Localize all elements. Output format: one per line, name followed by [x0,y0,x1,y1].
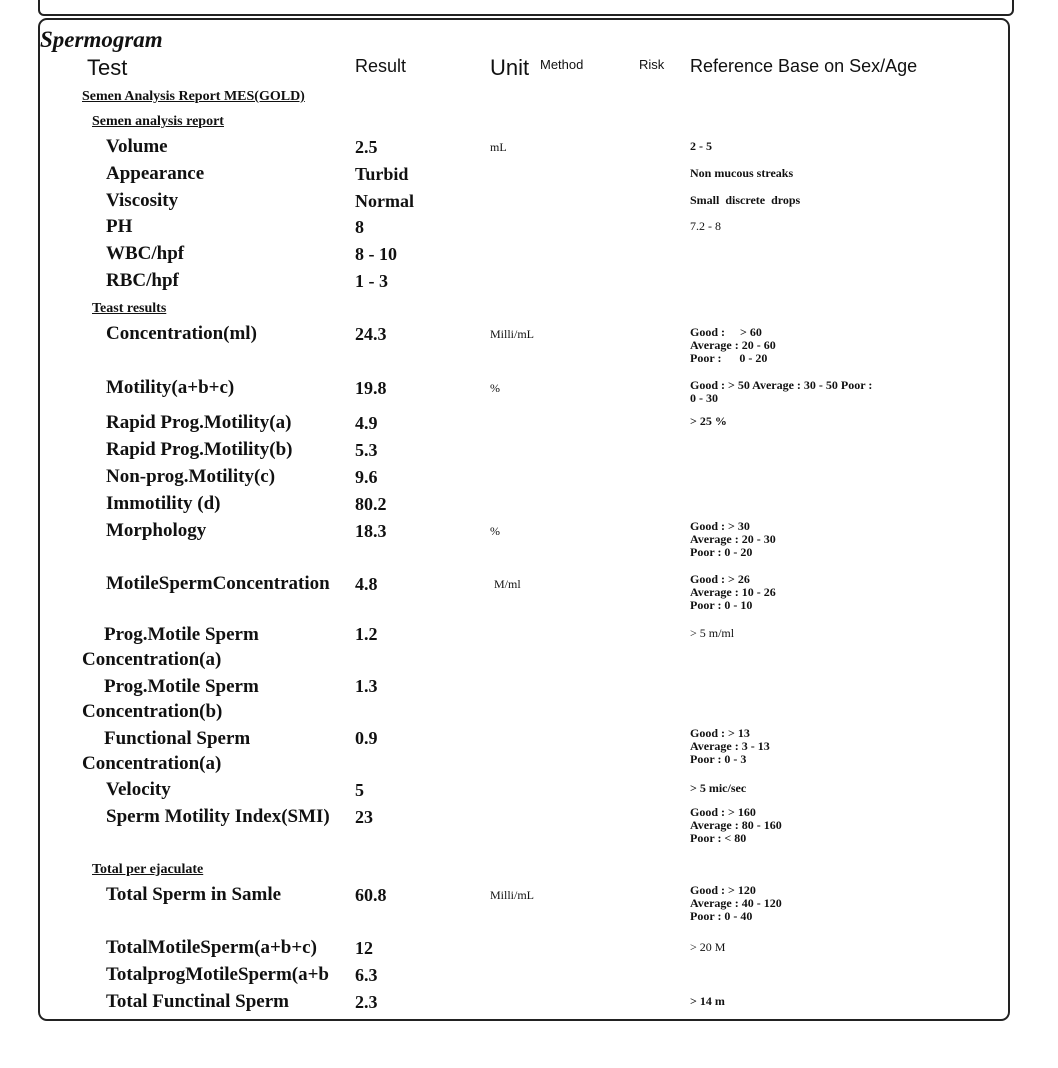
param-wbc: WBC/hpf [106,243,185,264]
result-prog-motile-concentration-a: 1.2 [355,624,378,644]
result-total-functional-sperm: 2.3 [355,992,378,1012]
ref-prog-motile-concentration-a: > 5 m/ml [690,626,735,640]
param-rbc: RBC/hpf [106,270,179,291]
header-reference: Reference Base on Sex/Age [690,56,918,76]
result-sperm-motility-index: 23 [355,807,373,827]
unit-motile-sperm-concentration: M/ml [494,577,521,591]
section-semen-analysis-report: Semen analysis report [92,114,224,129]
ref-volume: 2 - 5 [690,139,712,153]
header-test: Test [87,55,128,80]
result-prog-motile-concentration-b: 1.3 [355,676,378,696]
result-motile-sperm-concentration: 4.8 [355,574,378,594]
param-rapid-prog-motility-b: Rapid Prog.Motility(b) [106,439,293,460]
result-concentration: 24.3 [355,324,387,344]
result-total-prog-motile-sperm: 6.3 [355,965,378,985]
header-unit: Unit [490,55,530,80]
param-prog-motile-concentration-b: Prog.Motile Sperm Concentration(b) [82,676,259,722]
section-teast-results: Teast results [92,301,167,316]
result-wbc: 8 - 10 [355,244,397,264]
param-total-sperm: Total Sperm in Samle [106,884,282,905]
result-rapid-prog-motility-b: 5.3 [355,440,378,460]
unit-total-sperm: Milli/mL [490,888,535,902]
section-semen-analysis-mes: Semen Analysis Report MES(GOLD) [82,89,305,104]
result-total-motile-sperm: 12 [355,938,373,958]
result-immotility: 80.2 [355,494,387,514]
ref-appearance: Non mucous streaks [690,166,794,180]
ref-sperm-motility-index: Good : > 160 Average : 80 - 160 Poor : < 80 [690,805,782,845]
param-motility: Motility(a+b+c) [106,377,235,398]
previous-section-frame [38,0,1014,16]
ref-velocity: > 5 mic/sec [690,781,747,795]
ref-motile-sperm-concentration: Good : > 26 Average : 10 - 26 Poor : 0 - 10 [690,572,776,612]
param-ph: PH [106,216,133,237]
ref-total-motile-sperm: > 20 M [690,940,726,954]
param-total-prog-motile-sperm: TotalprogMotileSperm(a+b [106,964,329,985]
result-rapid-prog-motility-a: 4.9 [355,413,378,433]
result-ph: 8 [355,217,364,237]
param-rapid-prog-motility-a: Rapid Prog.Motility(a) [106,412,292,433]
result-velocity: 5 [355,780,364,800]
param-sperm-motility-index: Sperm Motility Index(SMI) [106,806,330,827]
param-total-functional-sperm: Total Functinal Sperm [106,991,289,1012]
ref-functional-sperm-concentration: Good : > 13 Average : 3 - 13 Poor : 0 - 3 [690,726,770,766]
ref-concentration: Good : > 60 Average : 20 - 60 Poor : 0 - 20 [690,325,776,365]
unit-morphology: % [490,524,500,538]
param-total-motile-sperm: TotalMotileSperm(a+b+c) [106,937,317,958]
section-total-per-ejaculate: Total per ejaculate [92,862,204,877]
param-volume: Volume [106,136,168,157]
header-result: Result [355,56,407,76]
param-concentration: Concentration(ml) [106,323,257,344]
result-viscosity: Normal [355,191,414,211]
result-rbc: 1 - 3 [355,271,388,291]
ref-total-functional-sperm: > 14 m [690,994,725,1008]
result-volume: 2.5 [355,137,378,157]
result-morphology: 18.3 [355,521,387,541]
unit-volume: mL [490,140,507,154]
param-morphology: Morphology [106,520,207,541]
param-immotility: Immotility (d) [106,493,221,514]
ref-rapid-prog-motility-a: > 25 % [690,414,727,428]
param-non-prog-motility: Non-prog.Motility(c) [106,466,276,487]
ref-morphology: Good : > 30 Average : 20 - 30 Poor : 0 - 20 [690,519,776,559]
result-total-sperm: 60.8 [355,885,387,905]
unit-concentration: Milli/mL [490,327,535,341]
param-velocity: Velocity [106,779,171,800]
ref-ph: 7.2 - 8 [690,219,721,233]
ref-motility: Good : > 50 Average : 30 - 50 Poor : 0 - 30 [690,378,873,405]
param-motile-sperm-concentration: MotileSpermConcentration [106,573,330,594]
report-title: Spermogram [40,27,163,52]
param-appearance: Appearance [106,163,205,184]
header-method: Method [540,57,584,72]
param-functional-sperm-concentration: Functional Sperm Concentration(a) [82,728,251,774]
result-non-prog-motility: 9.6 [355,467,378,487]
ref-total-sperm: Good : > 120 Average : 40 - 120 Poor : 0 - 40 [690,883,782,923]
param-viscosity: Viscosity [106,190,179,211]
result-appearance: Turbid [355,164,409,184]
header-risk: Risk [639,57,665,72]
result-motility: 19.8 [355,378,387,398]
param-prog-motile-concentration-a: Prog.Motile Sperm Concentration(a) [82,624,259,670]
unit-motility: % [490,381,500,395]
ref-viscosity: Small discrete drops [690,193,801,207]
result-functional-sperm-concentration: 0.9 [355,728,378,748]
